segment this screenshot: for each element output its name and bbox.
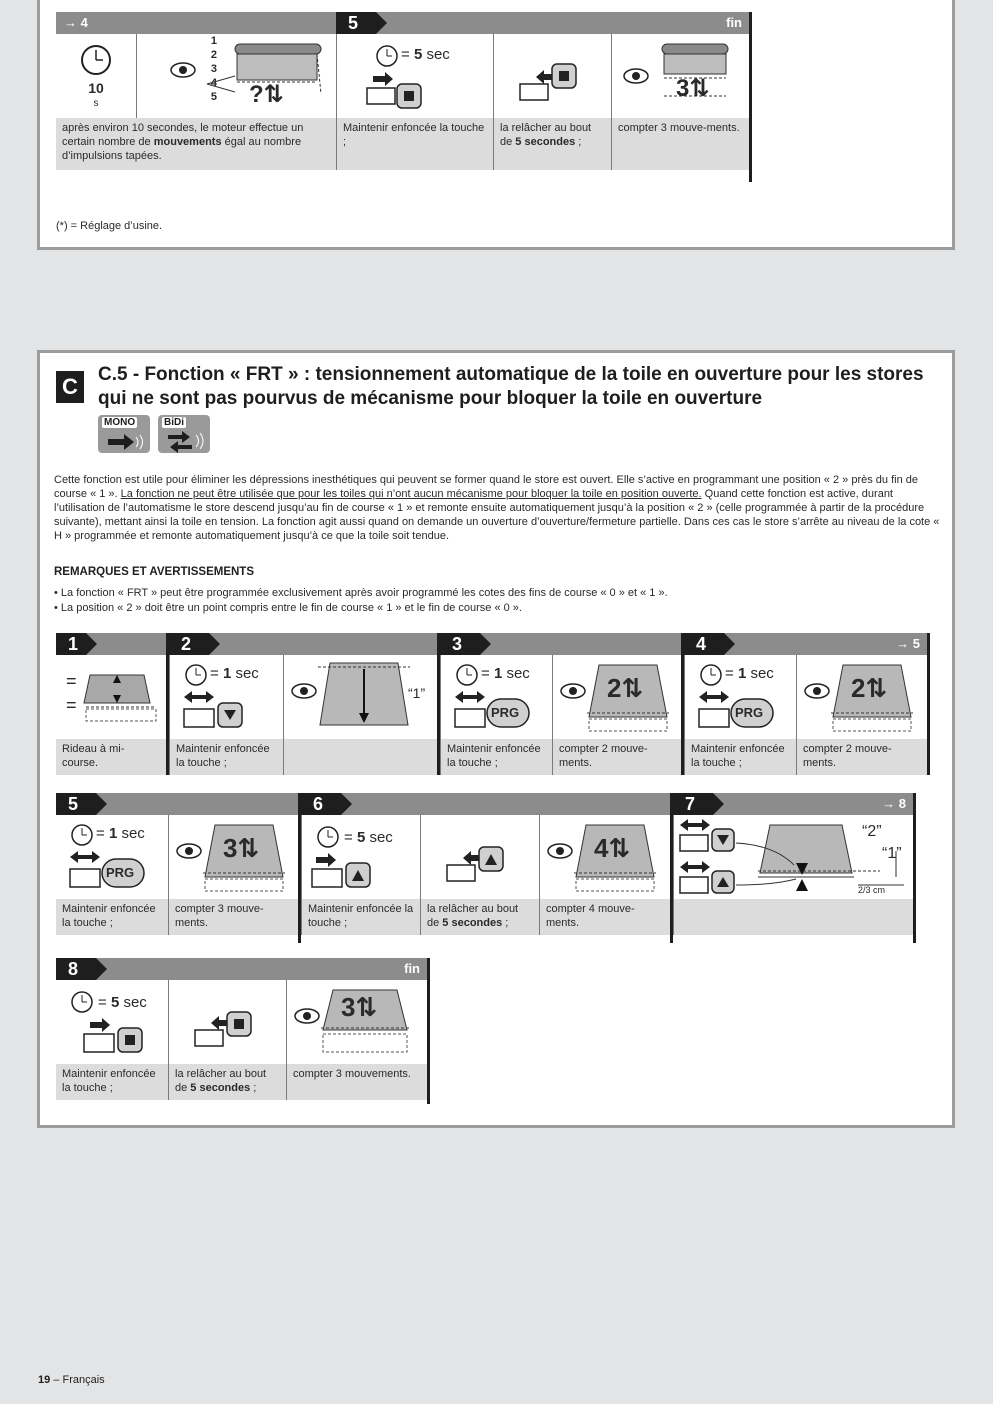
procedure-header xyxy=(56,958,430,980)
language-label: – Français xyxy=(50,1374,105,1386)
caption xyxy=(283,739,437,775)
half-course-cell xyxy=(56,655,166,739)
procedure-row-3 xyxy=(56,958,430,1108)
count-cell xyxy=(168,815,298,899)
caption: Maintenir enfoncée la touche ; xyxy=(169,739,283,775)
count-cell xyxy=(796,655,927,739)
list-num: 3 xyxy=(210,63,217,75)
duration-label: = 1 sec xyxy=(481,665,530,682)
caption: Maintenir enfoncée la touche ; xyxy=(301,899,420,935)
movement-count: 4⇅ xyxy=(594,833,631,863)
remarks-title: REMARQUES ET AVERTISSEMENTS xyxy=(54,566,254,578)
bullet: • La position « 2 » doit être un point compris entre le fin de course « 1 » et le fin de course « 0 ». xyxy=(54,602,522,614)
procedure-header xyxy=(56,12,752,34)
count-cell xyxy=(286,980,427,1064)
question-count: ?⇅ xyxy=(249,81,284,108)
equal-sign: = xyxy=(66,695,77,715)
duration-label: = 1 sec xyxy=(96,825,145,842)
step-number: 5 xyxy=(336,12,376,34)
shutter-count-cell xyxy=(136,34,336,118)
step-number: 6 xyxy=(301,793,341,815)
caption: compter 2 mouve-ments. xyxy=(796,739,927,775)
section-badge: C xyxy=(56,371,84,403)
step-number: 3 xyxy=(440,633,480,655)
list-num: 4 xyxy=(210,77,217,89)
clock-unit: s xyxy=(93,98,99,109)
press-prg-cell xyxy=(684,655,796,739)
caption: compter 4 mouve-ments. xyxy=(539,899,670,935)
caption: Maintenir enfoncée la touche ; xyxy=(56,899,168,935)
step-number: 4 xyxy=(684,633,724,655)
movement-count: 3⇅ xyxy=(676,75,710,102)
procedure-row-1 xyxy=(56,633,930,781)
caption: la relâcher au bout de 5 secondes ; xyxy=(420,899,539,935)
movement-count: 2⇅ xyxy=(607,673,644,703)
count-list xyxy=(201,34,217,104)
section-body: Cette fonction est utile pour éliminer les dépressions inesthétiques qui peuvent se former quand le store est ouvert. Elle s’active en programmant une position « 2 » près du fin de course « 1 ». La fonction ne peut être utilisée que pour les toiles qui n’ont aucun mécanisme pour bloquer la toile en position ouverte. Quand cette fonction est active, durant l’utilisation de l’automatisme le store descend jusqu’au fin de course « 1 » et remonte ensuite automatiquement jusqu’à la position « 2 » (celle programmée à partir de la procédure suivante), mettant ainsi la toile en tension. La fonction agit aussi quand on demande un ouverture d’ouverture/fermeture partielle. Dans ces cas le store s’arrête au niveau de la cote « H » programmée et remonte automatiquement jusqu’à ce que la toile soit tendue. xyxy=(54,474,940,542)
step-number: 2 xyxy=(169,633,209,655)
step-number: 1 xyxy=(56,633,86,655)
list-num: 5 xyxy=(210,91,217,103)
caption: compter 3 mouve-ments. xyxy=(168,899,298,935)
count-cell xyxy=(611,34,749,118)
release-cell xyxy=(168,980,286,1064)
ref-label: → 4 xyxy=(64,15,88,30)
page-number: 19 xyxy=(38,1374,51,1386)
movement-count: 3⇅ xyxy=(341,992,378,1022)
list-num: 2 xyxy=(210,49,217,61)
caption: compter 2 mouve-ments. xyxy=(552,739,681,775)
caption: Maintenir enfoncée la touche ; xyxy=(440,739,552,775)
factory-note: (*) = Réglage d’usine. xyxy=(56,220,163,232)
prg-button: PRG xyxy=(106,865,135,880)
duration-label: = 1 sec xyxy=(725,665,774,682)
end-label: fin xyxy=(404,961,420,976)
awning-down-cell xyxy=(283,655,437,739)
procedure-header xyxy=(56,793,916,815)
section-title: C.5 - Fonction « FRT » : tensionnement automatique de la toile en ouverture pour les stores qui ne sont pas pourvus de mécanisme pour bloquer la toile en ouverture xyxy=(98,364,924,409)
divider xyxy=(749,12,752,182)
release-cell xyxy=(493,34,611,118)
duration-label: = 5 sec xyxy=(401,46,450,63)
movement-count: 2⇅ xyxy=(851,673,888,703)
bullet: • La fonction « FRT » peut être programmée exclusivement après avoir programmé les cotes des fins de course « 0 » et « 1 ». xyxy=(54,587,668,599)
clock-number: 10 xyxy=(88,80,104,96)
caption: compter 3 mouvements. xyxy=(286,1064,427,1100)
caption: après environ 10 secondes, le moteur effectue un certain nombre de mouvements égal au nombre d’impulsions tapées. xyxy=(56,118,336,170)
caption xyxy=(673,899,913,935)
step-number: 7 xyxy=(673,793,713,815)
bidi-label: BiDi xyxy=(164,417,184,428)
count-cell xyxy=(552,655,681,739)
duration-label: = 5 sec xyxy=(98,994,147,1011)
count-cell xyxy=(539,815,670,899)
step-number: 8 xyxy=(56,958,96,980)
caption: Maintenir enfoncée la touche ; xyxy=(56,1064,168,1100)
duration-label: = 5 sec xyxy=(344,829,393,846)
prg-button: PRG xyxy=(735,705,764,720)
equal-sign: = xyxy=(66,671,77,691)
clock-cell xyxy=(56,34,136,118)
release-cell xyxy=(420,815,539,899)
press-cell xyxy=(336,34,493,118)
eye-icon xyxy=(171,63,195,77)
position-label: “1” xyxy=(882,845,902,862)
procedure-top xyxy=(56,12,752,182)
press-down-cell xyxy=(169,655,283,739)
end-label: fin xyxy=(726,15,742,30)
dimension-label: 2/3 cm xyxy=(858,885,886,895)
adjust-position-cell xyxy=(673,815,913,899)
ref-label: → 8 xyxy=(882,796,906,811)
caption: compter 3 mouve-ments. xyxy=(611,118,749,170)
list-num: 1 xyxy=(210,35,217,47)
caption: Maintenir enfoncée la touche ; xyxy=(684,739,796,775)
bidi-badge xyxy=(158,415,210,453)
position-label: “2” xyxy=(862,823,882,840)
procedure-header xyxy=(56,633,930,655)
press-prg-cell xyxy=(440,655,552,739)
caption: la relâcher au bout de 5 secondes ; xyxy=(168,1064,286,1100)
ref-label: → 5 xyxy=(896,636,920,651)
position-label: “1” xyxy=(408,685,426,701)
press-up-cell xyxy=(301,815,420,899)
section-c-panel xyxy=(37,350,955,1128)
page-footer xyxy=(38,1374,105,1386)
top-panel xyxy=(37,0,955,250)
step-number: 5 xyxy=(56,793,96,815)
caption: Maintenir enfoncée la touche ; xyxy=(336,118,493,170)
duration-label: = 1 sec xyxy=(210,665,259,682)
procedure-row-2 xyxy=(56,793,916,941)
press-prg-cell xyxy=(56,815,168,899)
prg-button: PRG xyxy=(491,705,520,720)
press-stop-cell xyxy=(56,980,168,1064)
movement-count: 3⇅ xyxy=(223,833,260,863)
mono-badge xyxy=(98,415,150,453)
caption: Rideau à mi-course. xyxy=(56,739,166,775)
caption: la relâcher au bout de 5 secondes ; xyxy=(493,118,611,170)
mono-label: MONO xyxy=(104,417,136,428)
